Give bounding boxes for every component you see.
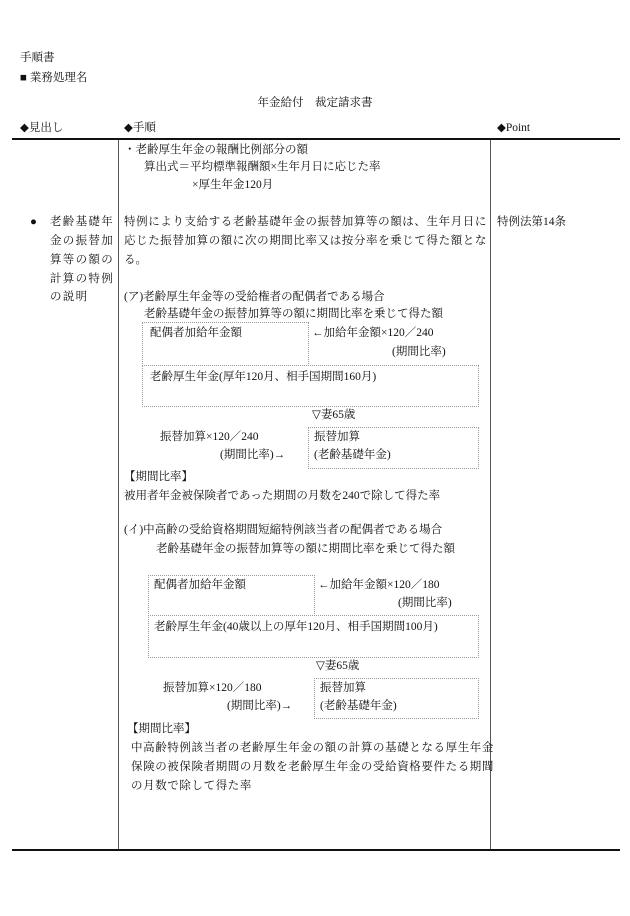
column-header-point: ◆Point xyxy=(497,122,531,134)
transfer-label: 振替加算 xyxy=(320,682,366,694)
transfer-label: (老齢基礎年金) xyxy=(314,449,391,461)
ratio-heading: 【期間比率】 xyxy=(124,471,193,483)
column-header-heading: ◆見出し xyxy=(20,122,64,134)
allowance-calc: ←加給年金額×120／240 xyxy=(312,327,434,339)
point-reference: 特例法第14条 xyxy=(497,216,566,228)
intro-text: る。 xyxy=(124,254,147,266)
transfer-calc-note: (期間比率)→ xyxy=(220,449,286,461)
ratio-heading: 【期間比率】 xyxy=(127,723,196,735)
case-a-title: (ア)老齢厚生年金等の受給権者の配偶者である場合 xyxy=(124,291,385,303)
allowance-calc-note: (期間比率) xyxy=(392,346,446,358)
business-name-label: ■ 業務処理名 xyxy=(20,72,88,84)
section-heading: 算等の額の xyxy=(50,254,114,266)
section-heading: 老齢基礎年 xyxy=(50,216,114,228)
ratio-description: 被用者年金被保険者であった期間の月数を240で除して得た率 xyxy=(124,490,441,502)
spouse-allowance-label: 配偶者加給年金額 xyxy=(154,579,246,591)
section-heading: 金の振替加 xyxy=(50,235,114,247)
pension-label: 老齢厚生年金(厚年120月、相手国期間160月) xyxy=(150,371,377,383)
transfer-calc: 振替加算×120／180 xyxy=(163,682,262,694)
formula-line: ×厚生年金120月 xyxy=(192,179,274,191)
footer-divider xyxy=(12,849,620,851)
transfer-label: 振替加算 xyxy=(314,431,360,443)
page-title: 年金給付 裁定請求書 xyxy=(257,97,373,109)
header-divider xyxy=(12,138,620,140)
transfer-label: (老齢基礎年金) xyxy=(320,700,397,712)
allowance-calc-note: (期間比率) xyxy=(398,597,452,609)
allowance-calc: ←加給年金額×120／180 xyxy=(318,579,440,591)
column-header-procedure: ◆手順 xyxy=(124,122,156,134)
case-b-title: (イ)中高齢の受給資格期間短縮特例該当者の配偶者である場合 xyxy=(124,524,443,536)
ratio-description: 中高齢特例該当者の老齢厚生年金の額の計算の基礎となる厚生年金 xyxy=(131,742,494,754)
spouse-allowance-label: 配偶者加給年金額 xyxy=(150,327,242,339)
pension-label: 老齢厚生年金(40歳以上の厚年120月、相手国期間100月) xyxy=(154,621,438,633)
formula-line: 算出式＝平均標準報酬額×生年月日に応じた率 xyxy=(144,161,381,173)
case-a-subtitle: 老齢基礎年金の振替加算等の額に期間比率を乗じて得た額 xyxy=(144,308,443,320)
wife-age-marker: ▽妻65歳 xyxy=(316,660,360,672)
ratio-description: 保険の被保険者期間の月数を老齢厚生年金の受給資格要件たる期間 xyxy=(131,761,494,773)
intro-text: 応じた振替加算の額に次の期間比率又は按分率を乗じて得た額とな xyxy=(124,235,487,247)
case-b-subtitle: 老齢基礎年金の振替加算等の額に期間比率を乗じて得た額 xyxy=(156,543,455,555)
transfer-calc-note: (期間比率)→ xyxy=(227,700,293,712)
section-heading: 計算の特例 xyxy=(50,273,114,285)
formula-item: ・老齢厚生年金の報酬比例部分の額 xyxy=(124,144,308,156)
section-heading: の説明 xyxy=(50,291,89,303)
bullet-icon: ● xyxy=(30,216,37,228)
wife-age-marker: ▽妻65歳 xyxy=(312,409,356,421)
ratio-description: の月数で除して得た率 xyxy=(131,780,252,792)
doc-label: 手順書 xyxy=(20,52,55,64)
transfer-calc: 振替加算×120／240 xyxy=(160,431,259,443)
intro-text: 特例により支給する老齢基礎年金の振替加算等の額は、生年月日に xyxy=(124,216,487,228)
column-divider xyxy=(118,140,119,850)
